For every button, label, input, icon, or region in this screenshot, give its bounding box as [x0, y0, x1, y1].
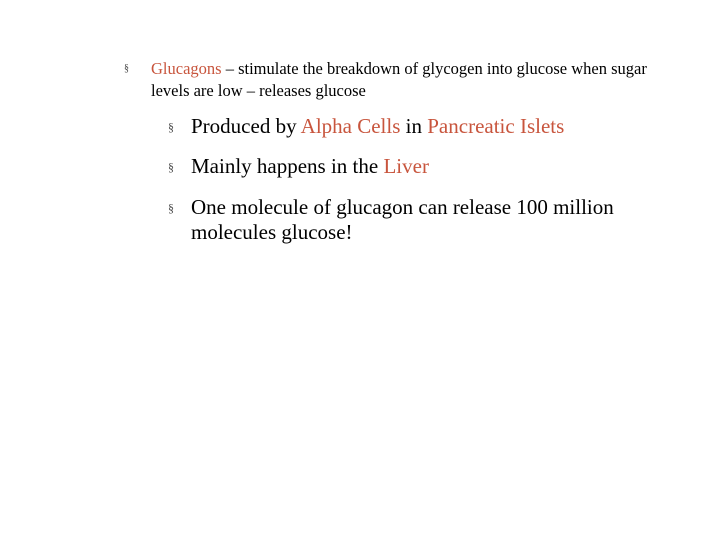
glucagons-term: Glucagons [151, 59, 222, 78]
bullet-marker-icon: § [168, 201, 174, 215]
main-bullet-text [151, 58, 684, 102]
bullet-marker-icon: § [168, 160, 174, 174]
sub-bullet-alpha-cells [168, 114, 648, 139]
bullet-marker-icon: § [168, 120, 174, 134]
sub-bullet-liver [168, 154, 648, 179]
alpha-cells-highlight: Alpha Cells [300, 114, 401, 138]
sub-bullet-text-part: in [400, 114, 428, 138]
pancreatic-islets-highlight: Pancreatic Islets [427, 114, 565, 138]
sub-bullet-text-part: Produced by [191, 114, 301, 138]
main-bullet-description: – stimulate the breakdown of glycogen into glucose when sugar levels are low – releases glucose [151, 59, 647, 100]
main-bullet [124, 58, 684, 102]
sub-bullet-glucagon-release [168, 195, 648, 245]
liver-highlight: Liver [383, 154, 429, 178]
sub-bullet-text: One molecule of glucagon can release 100 million molecules glucose! [191, 195, 614, 244]
sub-bullet-text [191, 114, 648, 139]
sub-bullet-text [191, 154, 648, 179]
sub-bullet-text-part: Mainly happens in the [191, 154, 384, 178]
bullet-marker-icon: § [124, 63, 129, 74]
